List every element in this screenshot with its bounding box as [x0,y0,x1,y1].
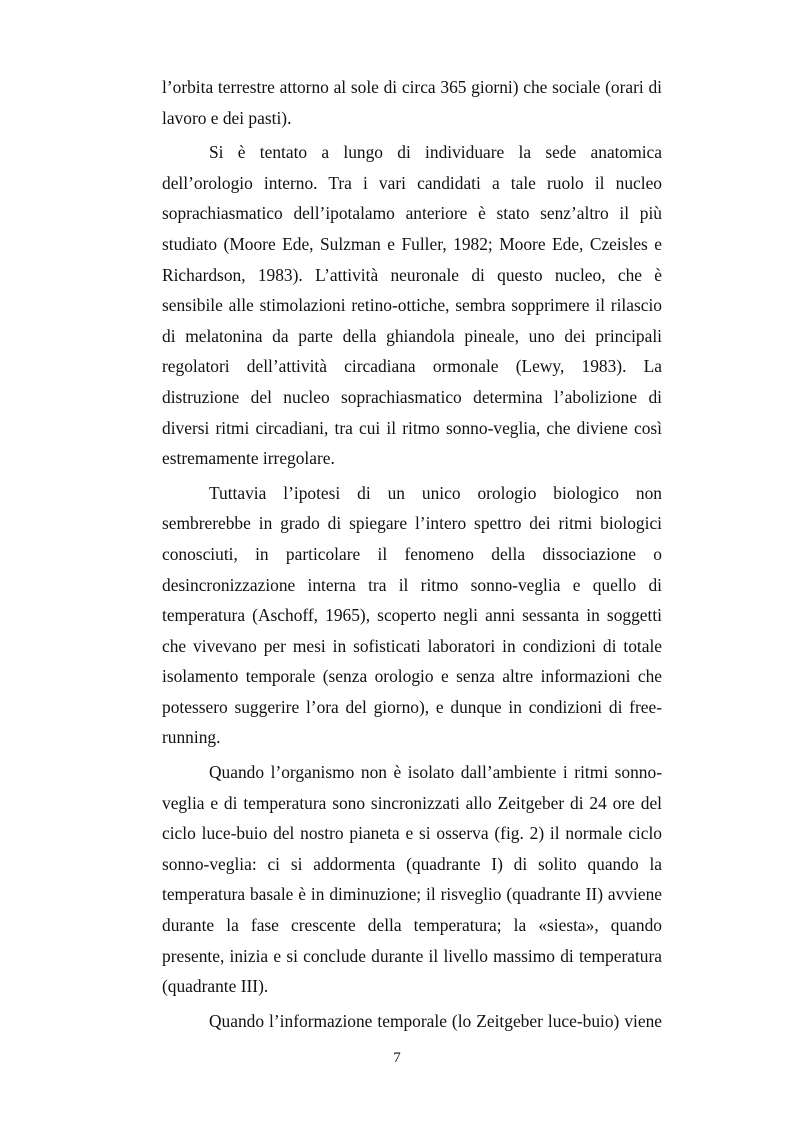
page-body [162,72,662,1036]
page-number: 7 [393,1050,401,1066]
paragraph-informazione-temporale: Quando l’informazione temporale (lo Zeitgeber luce-buio) viene [209,1010,662,1031]
paragraph-organismo-non-isolato: Quando l’organismo non è isolato dall’ambiente i ritmi sonno-veglia e di temperatura sono sincronizzati allo Zeitgeber di 24 ore del ciclo luce-buio del nostro pianeta e si osserva (fig. 2) il normale ciclo sonno-veglia: ci si addormenta (quadrante I) di solito quando la temperatura basale è in diminuzione; il risveglio (quadrante II) avviene durante la fase crescente della temperatura; la «siesta», quando presente, inizia e si conclude durante il livello massimo di temperatura (quadrante III). [162,762,662,997]
paragraph-ipotesi-orologio: Tuttavia l’ipotesi di un unico orologio biologico non sembrerebbe in grado di spiegare l’intero spettro dei ritmi biologici conosciuti, in particolare il fenomeno della dissociazione o desincronizzazione interna tra il ritmo sonno-veglia e quello di temperatura (Aschoff, 1965), scoperto negli anni sessanta in soggetti che vivevano per mesi in sofisticati laboratori in condizioni di totale isolamento temporale (senza orologio e senza altre informazioni che potessero suggerire l’ora del giorno), e dunque in condizioni di free-running. [162,482,662,748]
paragraph-orologio-interno: Si è tentato a lungo di individuare la sede anatomica dell’orologio interno. Tra i vari candidati a tale ruolo il nucleo soprachiasmatico dell’ipotalamo anteriore è stato senz’altro il più studiato (Moore Ede, Sulzman e Fuller, 1982; Moore Ede, Czeisles e Richardson, 1983). L’attività neuronale di questo nucleo, che è sensibile alle stimolazioni retino-ottiche, sembra sopprimere il rilascio di melatonina da parte della ghiandola pineale, uno dei principali regolatori dell’attività circadiana ormonale (Lewy, 1983). La distruzione del nucleo soprachiasmatico determina l’abolizione di diversi ritmi circadiani, tra cui il ritmo sonno-veglia, che diviene così estremamente irregolare. [162,142,662,469]
paragraph-continuation: l’orbita terrestre attorno al sole di circa 365 giorni) che sociale (orari di lavoro e dei pasti). [162,77,662,128]
